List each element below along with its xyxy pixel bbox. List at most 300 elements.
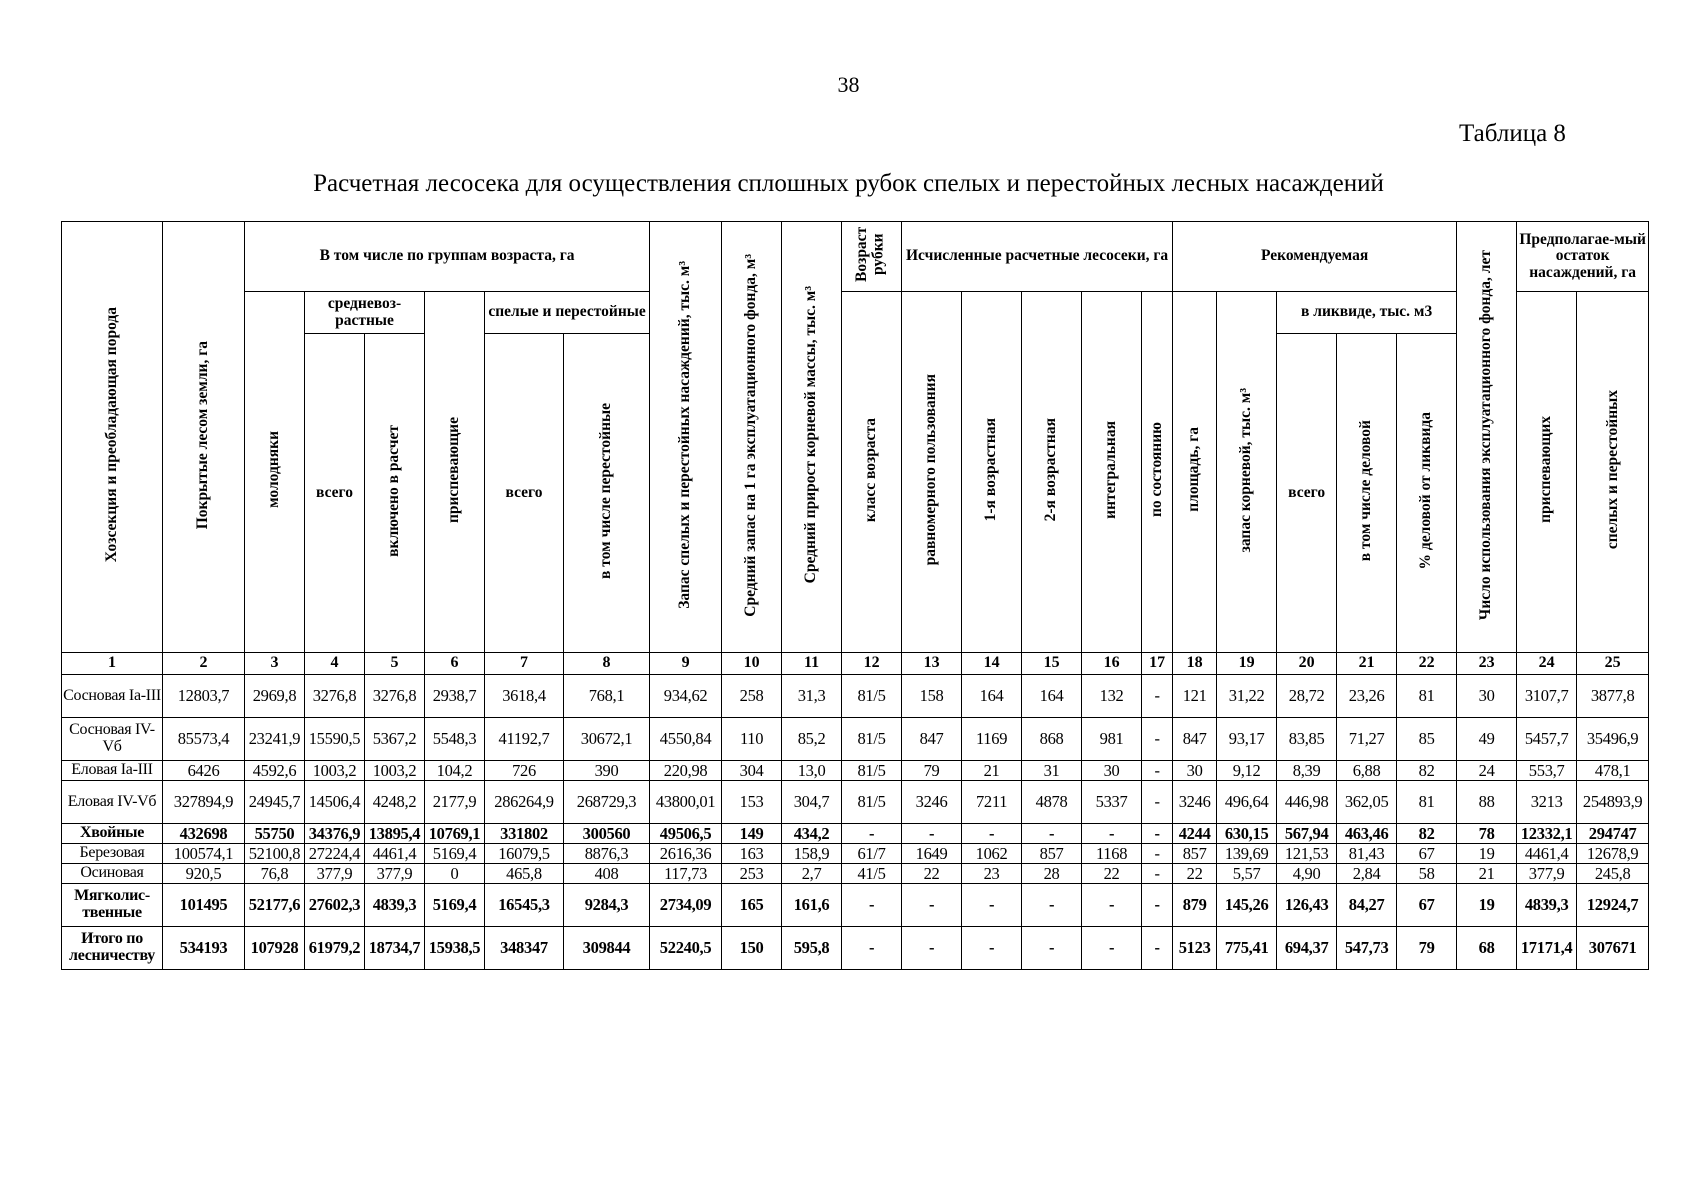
table-cell: 145,26 xyxy=(1217,884,1277,927)
table-cell: 149 xyxy=(722,824,782,844)
column-number-cell: 20 xyxy=(1277,653,1337,675)
table-cell: 23241,9 xyxy=(245,718,305,761)
table-cell: 4839,3 xyxy=(1517,884,1577,927)
table-cell: 68 xyxy=(1457,927,1517,970)
table-cell: 4839,3 xyxy=(365,884,425,927)
table-cell: 41192,7 xyxy=(485,718,564,761)
column-number-cell: 22 xyxy=(1397,653,1457,675)
table-cell: - xyxy=(1142,675,1173,718)
table-cell: 10769,1 xyxy=(425,824,485,844)
table-cell: 534193 xyxy=(163,927,245,970)
table-cell: 58 xyxy=(1397,864,1457,884)
table-cell: 23 xyxy=(962,864,1022,884)
table-cell: 13,0 xyxy=(782,761,842,781)
table-cell: 163 xyxy=(722,844,782,864)
table-cell: 17171,4 xyxy=(1517,927,1577,970)
table-row xyxy=(62,675,1649,718)
header-col-11 xyxy=(782,222,842,653)
table-cell: - xyxy=(1142,844,1173,864)
table-cell: 24 xyxy=(1457,761,1517,781)
header-col-10 xyxy=(722,222,782,653)
table-cell: 2,84 xyxy=(1337,864,1397,884)
table-cell: 567,94 xyxy=(1277,824,1337,844)
table-label: Таблица 8 xyxy=(1459,120,1566,147)
table-cell: 41/5 xyxy=(842,864,902,884)
table-cell: 85573,4 xyxy=(163,718,245,761)
table-cell: 52100,8 xyxy=(245,844,305,864)
table-cell: 107928 xyxy=(245,927,305,970)
table-cell: 868 xyxy=(1022,718,1082,761)
header-col-14-text: 1-я возрастная xyxy=(982,418,1000,522)
column-number-cell: 24 xyxy=(1517,653,1577,675)
column-number-cell: 6 xyxy=(425,653,485,675)
table-cell: - xyxy=(1142,927,1173,970)
table-cell: 49 xyxy=(1457,718,1517,761)
table-cell: 79 xyxy=(1397,927,1457,970)
header-col-15-text: 2-я возрастная xyxy=(1042,418,1060,522)
table-cell: 775,41 xyxy=(1217,927,1277,970)
table-row xyxy=(62,927,1649,970)
table-cell: 768,1 xyxy=(564,675,650,718)
table-cell: 61/7 xyxy=(842,844,902,864)
table-cell: 220,98 xyxy=(650,761,722,781)
table-cell: 15590,5 xyxy=(305,718,365,761)
table-cell: 920,5 xyxy=(163,864,245,884)
table-row xyxy=(62,864,1649,884)
column-number-cell: 23 xyxy=(1457,653,1517,675)
table-cell: 694,37 xyxy=(1277,927,1337,970)
table-cell: 3276,8 xyxy=(305,675,365,718)
table-cell: 13895,4 xyxy=(365,824,425,844)
header-col-18 xyxy=(1173,292,1217,653)
row-label-cell: Еловая IV-Vб xyxy=(62,781,163,824)
column-number-cell: 14 xyxy=(962,653,1022,675)
table-cell: 408 xyxy=(564,864,650,884)
table-cell: 164 xyxy=(1022,675,1082,718)
table-cell: 5367,2 xyxy=(365,718,425,761)
table-cell: 307671 xyxy=(1577,927,1649,970)
table-cell: 79 xyxy=(902,761,962,781)
column-number-cell: 8 xyxy=(564,653,650,675)
table-cell: 0 xyxy=(425,864,485,884)
table-cell: 304,7 xyxy=(782,781,842,824)
table-cell: 377,9 xyxy=(1517,864,1577,884)
header-cutting-age xyxy=(842,222,902,292)
table-cell: 35496,9 xyxy=(1577,718,1649,761)
table-cell: 88 xyxy=(1457,781,1517,824)
table-cell: 81 xyxy=(1397,781,1457,824)
header-col-12-text: класс возраста xyxy=(862,417,880,522)
table-cell: 1649 xyxy=(902,844,962,864)
table-row xyxy=(62,718,1649,761)
table-cell: - xyxy=(902,927,962,970)
table-cell: 434,2 xyxy=(782,824,842,844)
table-cell: 857 xyxy=(1173,844,1217,864)
table-cell: 4461,4 xyxy=(365,844,425,864)
column-number-cell: 1 xyxy=(62,653,163,675)
table-cell: 294747 xyxy=(1577,824,1649,844)
table-cell: 5,57 xyxy=(1217,864,1277,884)
column-number-cell: 16 xyxy=(1082,653,1142,675)
table-cell: 30 xyxy=(1457,675,1517,718)
table-cell: - xyxy=(962,884,1022,927)
header-col-2 xyxy=(163,222,245,653)
table-cell: 76,8 xyxy=(245,864,305,884)
table-cell: 31,22 xyxy=(1217,675,1277,718)
table-cell: 31 xyxy=(1022,761,1082,781)
column-number-cell: 13 xyxy=(902,653,962,675)
table-cell: 23,26 xyxy=(1337,675,1397,718)
table-cell: - xyxy=(1142,824,1173,844)
table-cell: 1003,2 xyxy=(365,761,425,781)
table-cell: 12332,1 xyxy=(1517,824,1577,844)
table-cell: 3107,7 xyxy=(1517,675,1577,718)
header-col-6 xyxy=(425,292,485,653)
table-cell: 2734,09 xyxy=(650,884,722,927)
header-col-6-text: приспевающие xyxy=(445,416,463,523)
header-col-17-text: по состоянию xyxy=(1147,422,1165,518)
table-cell: - xyxy=(842,824,902,844)
column-number-row xyxy=(62,653,1649,675)
table-cell: - xyxy=(1142,718,1173,761)
table-cell: - xyxy=(1022,884,1082,927)
table-cell: - xyxy=(1082,884,1142,927)
table-cell: 81 xyxy=(1397,675,1457,718)
table-cell: 3246 xyxy=(902,781,962,824)
table-cell: - xyxy=(902,884,962,927)
table-cell: - xyxy=(1142,884,1173,927)
table-cell: 28,72 xyxy=(1277,675,1337,718)
header-col-21-text: в том числе деловой xyxy=(1357,420,1375,562)
table-cell: 4,90 xyxy=(1277,864,1337,884)
header-col-13 xyxy=(902,292,962,653)
table-cell: 5457,7 xyxy=(1517,718,1577,761)
table-cell: 879 xyxy=(1173,884,1217,927)
table-cell: 67 xyxy=(1397,884,1457,927)
table-cell: - xyxy=(842,884,902,927)
table-cell: 3213 xyxy=(1517,781,1577,824)
column-number-cell: 2 xyxy=(163,653,245,675)
table-cell: 9284,3 xyxy=(564,884,650,927)
header-col-16 xyxy=(1082,292,1142,653)
table-row xyxy=(62,781,1649,824)
table-cell: 5548,3 xyxy=(425,718,485,761)
table-cell: 81,43 xyxy=(1337,844,1397,864)
header-col-19 xyxy=(1217,292,1277,653)
header-col-1 xyxy=(62,222,163,653)
column-number-cell: 25 xyxy=(1577,653,1649,675)
table-cell: 84,27 xyxy=(1337,884,1397,927)
header-col-19-text: запас корневой, тыс. м³ xyxy=(1237,387,1255,553)
table-cell: 253 xyxy=(722,864,782,884)
header-col-20: всего xyxy=(1277,334,1337,653)
table-cell: 934,62 xyxy=(650,675,722,718)
table-cell: - xyxy=(1022,927,1082,970)
header-col-8 xyxy=(564,334,650,653)
table-cell: 121,53 xyxy=(1277,844,1337,864)
column-number-cell: 17 xyxy=(1142,653,1173,675)
row-label-cell: Итого по лесничеству xyxy=(62,927,163,970)
table-cell: - xyxy=(1142,781,1173,824)
column-number-cell: 15 xyxy=(1022,653,1082,675)
table-cell: 81/5 xyxy=(842,675,902,718)
table-cell: 117,73 xyxy=(650,864,722,884)
table-cell: 30 xyxy=(1082,761,1142,781)
table-cell: 100574,1 xyxy=(163,844,245,864)
table-cell: 158,9 xyxy=(782,844,842,864)
table-cell: 85,2 xyxy=(782,718,842,761)
row-label-cell: Еловая Iа-III xyxy=(62,761,163,781)
header-col-3-text: молодняки xyxy=(265,431,283,509)
header-mid-age: средневоз-растные xyxy=(305,292,425,334)
table-cell: 286264,9 xyxy=(485,781,564,824)
header-col-16-text: интегральная xyxy=(1102,420,1120,519)
table-cell: 5337 xyxy=(1082,781,1142,824)
header-col-18-text: площадь, га xyxy=(1185,427,1203,513)
table-cell: 2177,9 xyxy=(425,781,485,824)
header-col-23-text: Число использования эксплуатационного фонда, лет xyxy=(1477,249,1495,620)
table-row xyxy=(62,844,1649,864)
table-cell: 83,85 xyxy=(1277,718,1337,761)
table-cell: - xyxy=(1082,927,1142,970)
table-cell: - xyxy=(902,824,962,844)
table-cell: 362,05 xyxy=(1337,781,1397,824)
table-cell: 309844 xyxy=(564,927,650,970)
table-cell: 18734,7 xyxy=(365,927,425,970)
table-cell: 132 xyxy=(1082,675,1142,718)
table-cell: 304 xyxy=(722,761,782,781)
header-col-13-text: равномерного пользования xyxy=(922,374,940,566)
column-number-cell: 9 xyxy=(650,653,722,675)
table-cell: 1168 xyxy=(1082,844,1142,864)
table-cell: 30672,1 xyxy=(564,718,650,761)
table-cell: - xyxy=(1082,824,1142,844)
table-cell: 101495 xyxy=(163,884,245,927)
header-by-age-groups: В том числе по группам возраста, га xyxy=(245,222,650,292)
table-cell: 245,8 xyxy=(1577,864,1649,884)
table-cell: 3877,8 xyxy=(1577,675,1649,718)
row-label-cell: Березовая xyxy=(62,844,163,864)
table-cell: - xyxy=(962,927,1022,970)
column-number-cell: 11 xyxy=(782,653,842,675)
table-row xyxy=(62,824,1649,844)
table-cell: 478,1 xyxy=(1577,761,1649,781)
header-col-2-text: Покрытые лесом земли, га xyxy=(194,340,212,530)
table-cell: 19 xyxy=(1457,884,1517,927)
column-number-cell: 12 xyxy=(842,653,902,675)
table-cell: 2969,8 xyxy=(245,675,305,718)
table-cell: 30 xyxy=(1173,761,1217,781)
table-cell: 150 xyxy=(722,927,782,970)
table-cell: 126,43 xyxy=(1277,884,1337,927)
header-col-25-text: спелых и перестойных xyxy=(1603,390,1621,550)
header-col-8-text: в том числе перестойные xyxy=(597,402,615,579)
table-cell: 82 xyxy=(1397,824,1457,844)
table-cell: 2,7 xyxy=(782,864,842,884)
table-body xyxy=(62,675,1649,970)
table-cell: 81/5 xyxy=(842,761,902,781)
header-col-10-text: Средний запас на 1 га эксплуатационного фонда, м³ xyxy=(742,253,760,617)
header-col-7: всего xyxy=(485,334,564,653)
table-cell: 104,2 xyxy=(425,761,485,781)
table-cell: 21 xyxy=(962,761,1022,781)
header-col-12 xyxy=(842,292,902,653)
header-col-3 xyxy=(245,292,305,653)
table-cell: 5169,4 xyxy=(425,884,485,927)
table-cell: 4461,4 xyxy=(1517,844,1577,864)
table-cell: 7211 xyxy=(962,781,1022,824)
table-cell: 726 xyxy=(485,761,564,781)
column-number-cell: 3 xyxy=(245,653,305,675)
table-cell: 165 xyxy=(722,884,782,927)
table-cell: 164 xyxy=(962,675,1022,718)
table-cell: - xyxy=(962,824,1022,844)
table-cell: 446,98 xyxy=(1277,781,1337,824)
table-cell: 21 xyxy=(1457,864,1517,884)
table-cell: 81/5 xyxy=(842,718,902,761)
table-cell: 61979,2 xyxy=(305,927,365,970)
header-cutting-age-text: Возраст рубки xyxy=(852,226,886,282)
table-cell: 630,15 xyxy=(1217,824,1277,844)
table-cell: 31,3 xyxy=(782,675,842,718)
table-cell: 71,27 xyxy=(1337,718,1397,761)
table-cell: 463,46 xyxy=(1337,824,1397,844)
table-cell: 4550,84 xyxy=(650,718,722,761)
row-label-cell: Хвойные xyxy=(62,824,163,844)
table-cell: 9,12 xyxy=(1217,761,1277,781)
table-cell: 12678,9 xyxy=(1577,844,1649,864)
table-cell: 595,8 xyxy=(782,927,842,970)
header-col-24-text: приспевающих xyxy=(1537,416,1555,524)
table-cell: 24945,7 xyxy=(245,781,305,824)
table-cell: 121 xyxy=(1173,675,1217,718)
table-cell: 547,73 xyxy=(1337,927,1397,970)
table-cell: 16079,5 xyxy=(485,844,564,864)
table-cell: 4878 xyxy=(1022,781,1082,824)
header-col-22 xyxy=(1397,334,1457,653)
table-cell: 432698 xyxy=(163,824,245,844)
table-cell: 1062 xyxy=(962,844,1022,864)
table-cell: 4592,6 xyxy=(245,761,305,781)
header-col-22-text: % деловой от ликвида xyxy=(1417,412,1435,570)
header-col-1-text: Хозсекция и преобладающая порода xyxy=(102,307,120,563)
header-col-5 xyxy=(365,334,425,653)
table-cell: 28 xyxy=(1022,864,1082,884)
table-cell: 6426 xyxy=(163,761,245,781)
header-col-5-text: включено в расчет xyxy=(385,424,403,557)
table-cell: 2616,36 xyxy=(650,844,722,864)
column-number-cell: 19 xyxy=(1217,653,1277,675)
table-cell: 15938,5 xyxy=(425,927,485,970)
table-cell: 300560 xyxy=(564,824,650,844)
table-cell: 67 xyxy=(1397,844,1457,864)
table-cell: 78 xyxy=(1457,824,1517,844)
row-label-cell: Мягколис-твенные xyxy=(62,884,163,927)
table-cell: - xyxy=(842,927,902,970)
row-label-cell: Сосновая IV-Vб xyxy=(62,718,163,761)
table-cell: 153 xyxy=(722,781,782,824)
header-col-15 xyxy=(1022,292,1082,653)
header-recommended: Рекомендуемая xyxy=(1173,222,1457,292)
table-cell: 49506,5 xyxy=(650,824,722,844)
header-col-25 xyxy=(1577,292,1649,653)
header-col-21 xyxy=(1337,334,1397,653)
header-col-4: всего xyxy=(305,334,365,653)
table-cell: 139,69 xyxy=(1217,844,1277,864)
table-cell: 3618,4 xyxy=(485,675,564,718)
table-row xyxy=(62,761,1649,781)
column-number-cell: 4 xyxy=(305,653,365,675)
table-cell: 14506,4 xyxy=(305,781,365,824)
table-cell: - xyxy=(1142,761,1173,781)
table-cell: 22 xyxy=(902,864,962,884)
table-cell: 1003,2 xyxy=(305,761,365,781)
table-row xyxy=(62,884,1649,927)
table-cell: - xyxy=(1142,864,1173,884)
table-cell: 85 xyxy=(1397,718,1457,761)
header-in-liquid: в ликвиде, тыс. м3 xyxy=(1277,292,1457,334)
column-number-cell: 7 xyxy=(485,653,564,675)
table-cell: 55750 xyxy=(245,824,305,844)
table-cell: 52240,5 xyxy=(650,927,722,970)
table-cell: 1169 xyxy=(962,718,1022,761)
table-cell: - xyxy=(1022,824,1082,844)
header-col-9 xyxy=(650,222,722,653)
table-title: Расчетная лесосека для осуществления сплошных рубок спелых и перестойных лесных насаждений xyxy=(313,170,1384,197)
cutting-area-table xyxy=(61,221,1649,970)
header-ripe: спелые и перестойные xyxy=(485,292,650,334)
table-cell: 4248,2 xyxy=(365,781,425,824)
table-cell: 348347 xyxy=(485,927,564,970)
table-cell: 81/5 xyxy=(842,781,902,824)
table-cell: 22 xyxy=(1082,864,1142,884)
table-cell: 3276,8 xyxy=(365,675,425,718)
table-cell: 258 xyxy=(722,675,782,718)
table-cell: 254893,9 xyxy=(1577,781,1649,824)
table-cell: 3246 xyxy=(1173,781,1217,824)
table-cell: 110 xyxy=(722,718,782,761)
table-cell: 331802 xyxy=(485,824,564,844)
table-cell: 161,6 xyxy=(782,884,842,927)
table-cell: 268729,3 xyxy=(564,781,650,824)
table-cell: 390 xyxy=(564,761,650,781)
table-cell: 34376,9 xyxy=(305,824,365,844)
table-cell: 52177,6 xyxy=(245,884,305,927)
table-cell: 8,39 xyxy=(1277,761,1337,781)
table-cell: 2938,7 xyxy=(425,675,485,718)
table-cell: 377,9 xyxy=(365,864,425,884)
page-number: 38 xyxy=(837,72,860,97)
header-col-14 xyxy=(962,292,1022,653)
table-cell: 93,17 xyxy=(1217,718,1277,761)
table-cell: 857 xyxy=(1022,844,1082,864)
column-number-cell: 5 xyxy=(365,653,425,675)
column-number-cell: 10 xyxy=(722,653,782,675)
table-cell: 6,88 xyxy=(1337,761,1397,781)
header-col-9-text: Запас спелых и перестойных насаждений, тыс. м³ xyxy=(676,260,694,609)
table-cell: 377,9 xyxy=(305,864,365,884)
column-number-cell: 18 xyxy=(1173,653,1217,675)
table-cell: 22 xyxy=(1173,864,1217,884)
row-label-cell: Сосновая Iа-III xyxy=(62,675,163,718)
column-number-cell: 21 xyxy=(1337,653,1397,675)
table-cell: 8876,3 xyxy=(564,844,650,864)
table-cell: 465,8 xyxy=(485,864,564,884)
table-cell: 158 xyxy=(902,675,962,718)
table-cell: 27224,4 xyxy=(305,844,365,864)
header-remainder: Предполагае-мый остаток насаждений, га xyxy=(1517,222,1649,292)
table-cell: 5169,4 xyxy=(425,844,485,864)
